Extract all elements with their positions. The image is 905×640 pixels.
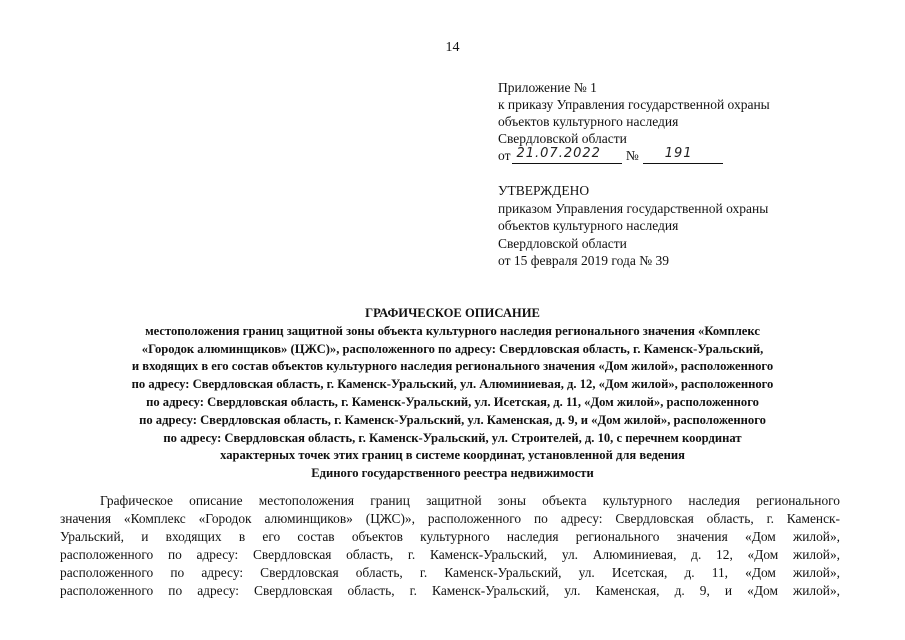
title-line: характерных точек этих границ в системе координат, установленной для ведения bbox=[220, 448, 685, 463]
date-field bbox=[512, 148, 622, 164]
appendix-date-line bbox=[498, 147, 878, 164]
approved-line: приказом Управления государственной охраны bbox=[498, 200, 769, 216]
body-line: значения «Комплекс «Городок алюминщиков» (ЦЖС)», расположенного по адресу: Свердловская область, г. Каменск- bbox=[60, 511, 840, 526]
approved-heading: УТВЕРЖДЕНО bbox=[498, 183, 590, 198]
title-line: Единого государственного реестра недвижимости bbox=[311, 466, 594, 481]
approved-line: от 15 февраля 2019 года № 39 bbox=[498, 253, 669, 268]
body-paragraph bbox=[60, 492, 840, 600]
approved-block bbox=[498, 182, 878, 270]
body-line: расположенного по адресу: Свердловская область, г. Каменск-Уральский, ул. Каменская, д. 9, и «Дом жилой», bbox=[60, 583, 840, 598]
date-prefix: от bbox=[498, 148, 511, 163]
appendix-line: объектов культурного наследия bbox=[498, 114, 679, 129]
handwritten-number: 191 bbox=[664, 146, 693, 161]
title-line: и входящих в его состав объектов культурного наследия регионального значения «Дом жилой», расположенного bbox=[131, 359, 774, 374]
approved-line: объектов культурного наследия bbox=[498, 218, 679, 233]
approved-line: Свердловской области bbox=[498, 235, 627, 251]
body-line: расположенного по адресу: Свердловская область, г. Каменск-Уральский, ул. Алюминиевая, д. 12, «Дом жилой», bbox=[60, 547, 840, 562]
title-line: по адресу: Свердловская область, г. Каменск-Уральский, ул. Алюминиевая, д. 12, «Дом жилой», расположенного bbox=[131, 377, 774, 392]
title-line: по адресу: Свердловская область, г. Каменск-Уральский, ул. Строителей, д. 10, с перечнем координат bbox=[163, 430, 742, 445]
title-line: по адресу: Свердловская область, г. Каменск-Уральский, ул. Каменская, д. 9, и «Дом жилой», расположенного bbox=[139, 412, 766, 427]
page-number: 14 bbox=[445, 40, 460, 55]
appendix-block bbox=[498, 79, 878, 164]
document-title bbox=[40, 305, 865, 483]
body-line: Уральский, и входящих в его состав объектов культурного наследия регионального значения «Дом жилой», bbox=[60, 529, 840, 544]
title-line: местоположения границ защитной зоны объекта культурного наследия регионального значения «Комплекс bbox=[145, 323, 760, 338]
handwritten-date: 21.07.2022 bbox=[516, 146, 601, 161]
appendix-line: Свердловской области bbox=[498, 131, 627, 146]
title-line: по адресу: Свердловская область, г. Каменск-Уральский, ул. Исетская, д. 11, «Дом жилой», расположенного bbox=[146, 394, 759, 409]
body-line: Графическое описание местоположения границ защитной зоны объекта культурного наследия регионального bbox=[100, 493, 840, 508]
title-line: «Городок алюминщиков» (ЦЖС)», расположенного по адресу: Свердловская область, г. Каменск-Уральский, bbox=[141, 341, 764, 356]
body-line: расположенного по адресу: Свердловская область, г. Каменск-Уральский, ул. Исетская, д. 11, «Дом жилой», bbox=[60, 565, 840, 580]
title-heading: ГРАФИЧЕСКОЕ ОПИСАНИЕ bbox=[365, 306, 540, 320]
number-sign: № bbox=[625, 148, 639, 163]
appendix-line: к приказу Управления государственной охраны bbox=[498, 97, 770, 112]
appendix-line: Приложение № 1 bbox=[498, 80, 597, 95]
number-field bbox=[643, 148, 723, 164]
